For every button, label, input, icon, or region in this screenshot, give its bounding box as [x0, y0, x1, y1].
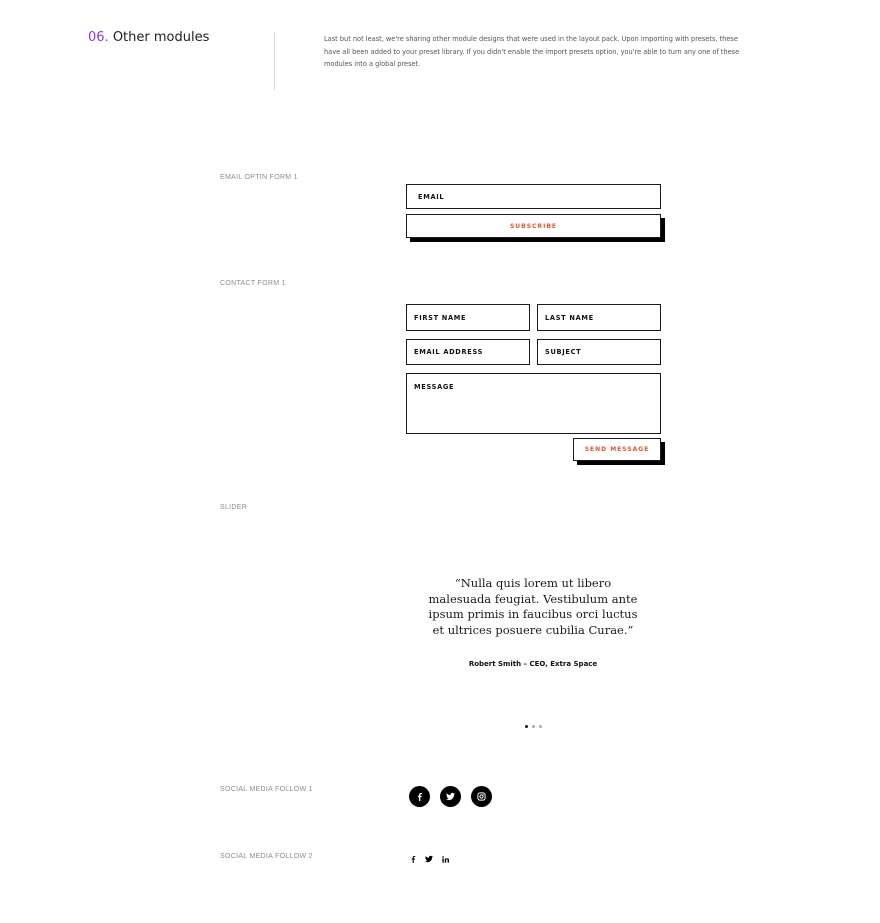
- facebook-icon: [410, 856, 417, 863]
- email-optin-label: EMAIL OPTIN FORM 1: [220, 174, 298, 181]
- contact-form-label: CONTACT FORM 1: [220, 280, 286, 287]
- linkedin-link[interactable]: [440, 854, 450, 864]
- section-number: 06.: [88, 30, 109, 45]
- message-field[interactable]: MESSAGE: [406, 373, 661, 434]
- slider-dot-2[interactable]: [532, 725, 535, 728]
- last-name-field[interactable]: LAST NAME: [537, 304, 661, 331]
- divider: [274, 32, 275, 90]
- slider-dot-3[interactable]: [539, 725, 542, 728]
- twitter-icon: [425, 855, 433, 863]
- email-address-field[interactable]: EMAIL ADDRESS: [406, 339, 530, 365]
- twitter-icon: [446, 792, 455, 801]
- linkedin-icon: [442, 856, 449, 863]
- email-field[interactable]: EMAIL: [406, 184, 661, 209]
- twitter-button[interactable]: [440, 786, 461, 807]
- slider-dot-1[interactable]: [525, 725, 528, 728]
- subject-field[interactable]: SUBJECT: [537, 339, 661, 365]
- facebook-link[interactable]: [408, 854, 418, 864]
- subscribe-button[interactable]: SUBSCRIBE: [406, 214, 661, 238]
- first-name-field[interactable]: FIRST NAME: [406, 304, 530, 331]
- social-follow-1-label: SOCIAL MEDIA FOLLOW 1: [220, 786, 313, 793]
- social-follow-2-label: SOCIAL MEDIA FOLLOW 2: [220, 853, 313, 860]
- facebook-button[interactable]: [409, 786, 430, 807]
- instagram-icon: [477, 792, 486, 801]
- facebook-icon: [416, 793, 424, 801]
- slider-author: Robert Smith – CEO, Extra Space: [468, 660, 598, 668]
- slider-quote: “Nulla quis lorem ut libero malesuada feugiat. Vestibulum ante ipsum primis in faucibus orci luctus et ultrices posuere cubilia Curae.”: [428, 576, 638, 637]
- instagram-button[interactable]: [471, 786, 492, 807]
- twitter-link[interactable]: [424, 854, 434, 864]
- intro-text: Last but not least, we're sharing other module designs that were used in the layout pack. Upon importing with presets, these have all been added to your preset library. If you didn't enable the import presets option, you're able to turn any one of these modules into a global preset.: [324, 35, 740, 68]
- section-heading: [88, 30, 209, 45]
- section-title: Other modules: [112, 30, 210, 45]
- send-message-button[interactable]: SEND MESSAGE: [573, 438, 661, 461]
- slider-label: SLIDER: [220, 504, 248, 511]
